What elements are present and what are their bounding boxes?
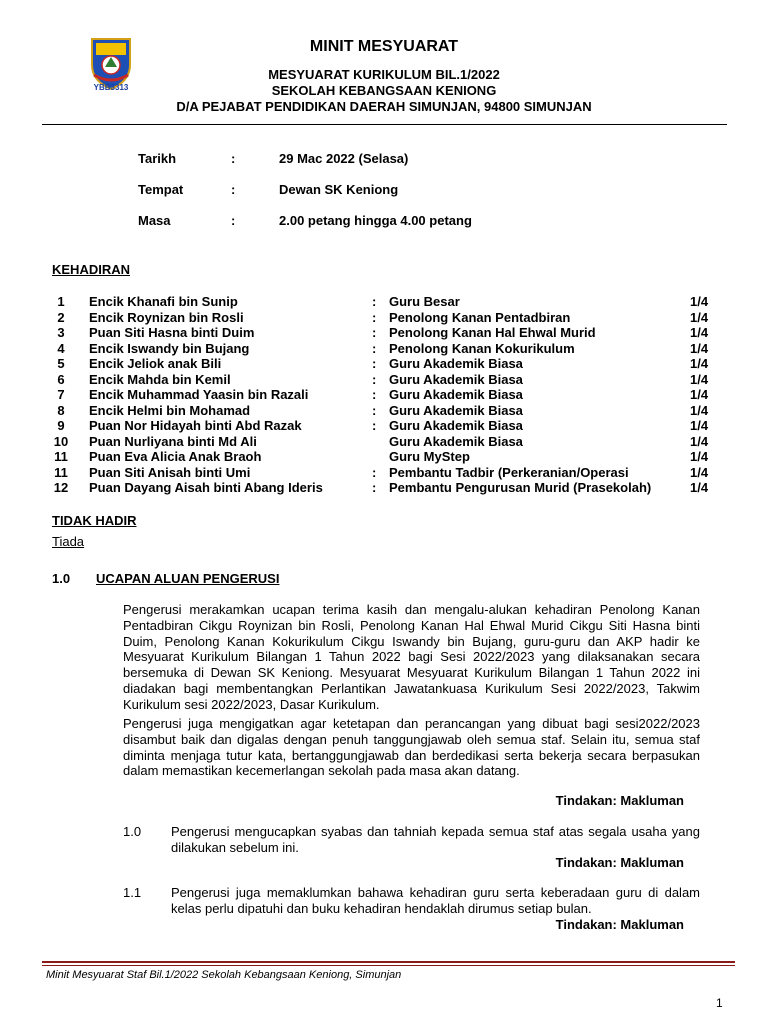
footer-divider <box>42 961 735 963</box>
attendance-row <box>0 465 768 481</box>
attendee-separator: : <box>372 325 377 340</box>
attendee-separator: : <box>372 294 377 309</box>
header-divider <box>42 124 727 125</box>
item-action-note: Tindakan: Makluman <box>555 917 684 932</box>
attendee-name: Encik Helmi bin Mohamad <box>89 402 251 418</box>
attendee-attendance: 1/4 <box>690 449 709 464</box>
attendee-attendance: 1/4 <box>690 418 709 433</box>
attendee-number: 10 <box>53 433 69 449</box>
attendee-role: Guru Akademik Biasa <box>389 433 523 449</box>
attendee-separator: : <box>372 387 377 402</box>
attendee-number: 11 <box>54 464 68 480</box>
attendee-number: 1 <box>57 294 65 309</box>
attendee-name: Encik Khanafi bin Sunip <box>89 294 238 309</box>
attendee-role: Guru Besar <box>389 294 460 309</box>
meta-time-label: Masa <box>138 213 171 228</box>
attendance-row <box>0 341 768 357</box>
attendee-name: Encik Iswandy bin Bujang <box>89 340 250 356</box>
attendee-name: Puan Dayang Aisah binti Abang Ideris <box>89 480 323 495</box>
attendance-row <box>0 387 768 403</box>
attendee-role: Penolong Kanan Hal Ehwal Murid <box>389 325 596 340</box>
attendance-row <box>0 449 768 465</box>
attendee-attendance: 1/4 <box>690 294 709 309</box>
footer-divider-thin <box>42 965 735 966</box>
meeting-title: MESYUARAT KURIKULUM BIL.1/2022 <box>268 67 500 82</box>
meta-place-value: Dewan SK Keniong <box>279 182 399 197</box>
section-paragraph-1: Pengerusi merakamkan ucapan terima kasih dan mengalu-alukan kehadiran Penolong Kanan Pentadbiran Cikgu Roynizan bin Rosli, Penolong Kanan Hal Ehwal Murid Cikgu Siti Hasna binti Duim, Penolong Kanan Kokurikulum Cikgu Iswandy bin Bujang, guru-guru dan AKP hadir ke Mesyuarat Kurikulum Bilangan 1 Tahun 2022 bagi Sesi 2022/2023 yang dilaksanakan secara bersemuka di Dewan SK Keniong. Mesyuarat Mesyuarat Kurikulum Bilangan 1 Tahun 2022 ini diadakan bagi membentangkan Perlantikan Jawatankuasa Kurikulum Sesi 2022/2023, Takwim Kurikulum sesi 2022/2023, Dasar Kurikulum. <box>123 602 700 712</box>
meta-place-label: Tempat <box>138 182 184 197</box>
attendee-role: Pembantu Tadbir (Perkeranian/Operasi <box>389 464 629 480</box>
attendee-attendance: 1/4 <box>690 356 709 371</box>
attendee-separator: : <box>372 464 377 480</box>
attendee-separator: : <box>372 309 377 325</box>
attendee-number: 4 <box>57 340 65 356</box>
attendee-separator: : <box>372 356 377 371</box>
attendee-name: Encik Roynizan bin Rosli <box>89 309 244 325</box>
attendee-name: Puan Eva Alicia Anak Braoh <box>89 449 262 464</box>
attendee-role: Pembantu Pengurusan Murid (Prasekolah) <box>389 480 652 495</box>
attendee-number: 3 <box>57 325 65 340</box>
attendee-name: Encik Jeliok anak Bili <box>89 356 222 371</box>
attendance-row <box>0 310 768 326</box>
attendee-attendance: 1/4 <box>690 387 709 402</box>
attendee-name: Puan Siti Hasna binti Duim <box>89 325 255 340</box>
attendee-number: 11 <box>54 449 68 464</box>
attendee-name: Puan Siti Anisah binti Umi <box>89 464 251 480</box>
attendee-role: Penolong Kanan Kokurikulum <box>389 340 575 356</box>
action-note: Tindakan: Makluman <box>555 793 684 808</box>
attendee-role: Guru Akademik Biasa <box>389 356 523 371</box>
item-action-note: Tindakan: Makluman <box>555 855 684 870</box>
attendee-name: Encik Muhammad Yaasin bin Razali <box>89 387 309 402</box>
attendee-role: Guru Akademik Biasa <box>389 387 523 402</box>
attendee-attendance: 1/4 <box>690 464 709 480</box>
attendee-separator: : <box>372 402 377 418</box>
section-heading: UCAPAN ALUAN PENGERUSI <box>96 571 280 586</box>
attendance-heading: KEHADIRAN <box>52 262 130 277</box>
logo-code: YBB3313 <box>93 83 129 92</box>
item-number: 1.1 <box>123 885 142 900</box>
attendee-number: 12 <box>53 480 69 495</box>
absent-value: Tiada <box>52 534 85 549</box>
attendee-attendance: 1/4 <box>690 433 709 449</box>
attendee-attendance: 1/4 <box>690 402 709 418</box>
meta-date-value: 29 Mac 2022 (Selasa) <box>279 151 409 166</box>
attendee-role: Penolong Kanan Pentadbiran <box>389 309 571 325</box>
attendee-number: 6 <box>57 371 65 387</box>
attendee-number: 2 <box>57 309 65 325</box>
attendee-separator: : <box>372 418 377 433</box>
attendance-row <box>0 418 768 434</box>
meta-date-label: Tarikh <box>138 151 177 166</box>
document-title: MINIT MESYUARAT <box>309 38 459 55</box>
attendee-attendance: 1/4 <box>690 325 709 340</box>
absent-heading: TIDAK HADIR <box>52 513 137 528</box>
section-number: 1.0 <box>52 571 71 586</box>
page-number: 1 <box>716 996 723 1010</box>
attendee-attendance: 1/4 <box>690 340 709 356</box>
attendance-row <box>0 372 768 388</box>
attendee-role: Guru MyStep <box>389 449 470 464</box>
attendance-row <box>0 403 768 419</box>
attendance-row <box>0 325 768 341</box>
attendee-attendance: 1/4 <box>690 309 709 325</box>
attendee-name: Puan Nurliyana binti Md Ali <box>89 433 257 449</box>
item-text: Pengerusi mengucapkan syabas dan tahniah kepada semua staf atas segala usaha yang dilakukan sebelum ini. <box>171 824 700 855</box>
meta-time-value: 2.00 petang hingga 4.00 petang <box>279 213 472 228</box>
attendance-row <box>0 434 768 450</box>
attendee-name: Encik Mahda bin Kemil <box>89 371 231 387</box>
footer-text: Minit Mesyuarat Staf Bil.1/2022 Sekolah Kebangsaan Keniong, Simunjan <box>46 969 402 981</box>
attendee-separator: : <box>372 480 377 495</box>
attendee-role: Guru Akademik Biasa <box>389 371 523 387</box>
attendee-name: Puan Nor Hidayah binti Abd Razak <box>89 418 302 433</box>
attendance-row <box>0 294 768 310</box>
attendance-row <box>0 356 768 372</box>
attendee-number: 9 <box>57 418 65 433</box>
attendee-separator: : <box>372 371 377 387</box>
attendee-attendance: 1/4 <box>690 480 709 495</box>
attendee-number: 7 <box>57 387 65 402</box>
meta-place-sep: : <box>231 182 236 197</box>
attendee-attendance: 1/4 <box>690 371 709 387</box>
attendance-row <box>0 480 768 496</box>
attendee-separator: : <box>372 340 377 356</box>
attendee-role: Guru Akademik Biasa <box>389 402 523 418</box>
item-text: Pengerusi juga memaklumkan bahawa kehadiran guru serta keberadaan guru di dalam kelas perlu dipatuhi dan buku kehadiran hendaklah dirumus setiap bulan. <box>171 885 700 916</box>
school-name: SEKOLAH KEBANGSAAN KENIONG <box>271 83 497 98</box>
meta-date-sep: : <box>231 151 236 166</box>
attendee-number: 5 <box>57 356 65 371</box>
attendee-role: Guru Akademik Biasa <box>389 418 523 433</box>
item-number: 1.0 <box>123 824 142 839</box>
meta-time-sep: : <box>231 213 236 228</box>
section-paragraph-2: Pengerusi juga mengigatkan agar ketetapan dan perancangan yang dibuat bagi sesi2022/2023 disambut baik dan digalas dengan penuh tanggungjawab oleh semua staf. Selain itu, semua staf diminta menjaga tutur kata, bertanggungjawab dan berdedikasi serta bekerja secara berpasukan dalam memastikan kecemerlangan sekolah pada masa akan datang. <box>123 716 700 779</box>
attendee-number: 8 <box>57 402 65 418</box>
school-address: D/A PEJABAT PENDIDIKAN DAERAH SIMUNJAN, 94800 SIMUNJAN <box>176 99 592 114</box>
